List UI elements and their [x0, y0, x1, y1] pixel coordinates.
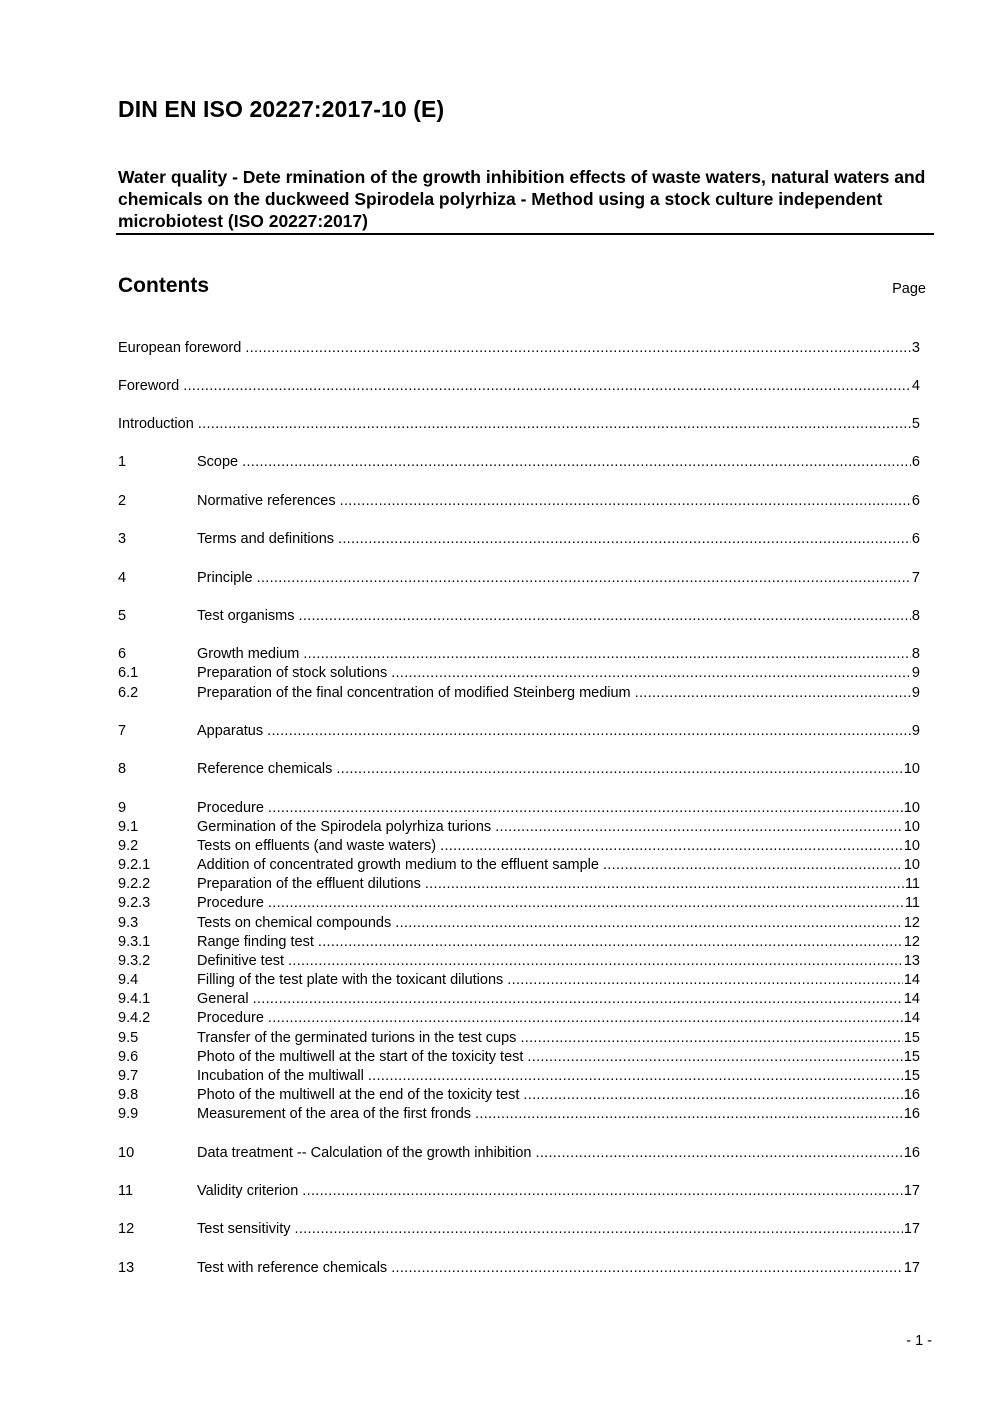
toc-page-number: 17: [903, 1260, 920, 1276]
toc-section-title: Measurement of the area of the first fronds: [197, 1106, 472, 1122]
toc-page-number: 8: [911, 608, 920, 624]
toc-section-title: Preparation of the final concentration of modified Steinberg medium: [197, 685, 631, 701]
toc-section-title: Apparatus: [197, 723, 264, 739]
toc-section-title: Procedure: [197, 895, 264, 911]
toc-section-number: 10: [118, 1145, 135, 1161]
toc-section-title: Photo of the multiwell at the start of the toxicity test: [197, 1049, 524, 1065]
toc-dot-leader: [425, 875, 904, 894]
toc-dot-leader: [294, 1220, 902, 1239]
toc-section-title: Terms and definitions: [197, 531, 335, 547]
toc-entry[interactable]: [118, 722, 920, 741]
toc-page-number: 3: [911, 340, 920, 356]
page-number: - 1 -: [906, 1333, 932, 1349]
toc-page-number: 4: [911, 378, 920, 394]
toc-section-title: European foreword: [118, 340, 242, 356]
toc-section-title: Test with reference chemicals: [197, 1260, 388, 1276]
toc-page-number: 15: [903, 1068, 920, 1084]
toc-page-number: 13: [903, 953, 920, 969]
toc-entry[interactable]: [118, 894, 920, 913]
toc-section-title: Range finding test: [197, 934, 314, 950]
toc-section-number: 9.2.3: [118, 895, 151, 911]
toc-page-number: 8: [911, 646, 920, 662]
toc-section-title: Transfer of the germinated turions in the test cups: [197, 1030, 517, 1046]
toc-page-number: 9: [911, 685, 920, 701]
toc-entry[interactable]: [118, 1259, 920, 1278]
toc-section-title: Addition of concentrated growth medium to the effluent sample: [197, 857, 599, 873]
toc-entry[interactable]: [118, 415, 920, 434]
toc-entry[interactable]: [118, 1067, 920, 1086]
toc-dot-leader: [635, 684, 911, 703]
toc-section-number: 12: [118, 1221, 135, 1237]
toc-dot-leader: [336, 760, 902, 779]
toc-dot-leader: [257, 569, 911, 588]
toc-section-number: 9.8: [118, 1087, 139, 1103]
toc-section-title: Scope: [197, 454, 239, 470]
toc-page-number: 9: [911, 723, 920, 739]
toc-entry[interactable]: [118, 1105, 920, 1124]
toc-entry[interactable]: [118, 818, 920, 837]
toc-section-title: Tests on effluents (and waste waters): [197, 838, 437, 854]
toc-dot-leader: [475, 1105, 903, 1124]
toc-section-number: 9.5: [118, 1030, 139, 1046]
toc-section-title: Principle: [197, 570, 253, 586]
toc-page-number: 14: [903, 991, 920, 1007]
toc-page-number: 11: [904, 895, 920, 911]
toc-page-number: 17: [903, 1221, 920, 1237]
toc-entry[interactable]: [118, 1144, 920, 1163]
toc-page-number: 17: [903, 1183, 920, 1199]
toc-entry[interactable]: [118, 914, 920, 933]
toc-entry[interactable]: [118, 971, 920, 990]
toc-dot-leader: [198, 415, 911, 434]
toc-dot-leader: [523, 1086, 902, 1105]
toc-entry[interactable]: [118, 607, 920, 626]
toc-page-number: 12: [903, 934, 920, 950]
toc-entry[interactable]: [118, 1220, 920, 1239]
toc-page-number: 14: [903, 1010, 920, 1026]
page-column-label: Page: [892, 281, 926, 297]
table-of-contents: [118, 0, 920, 1403]
toc-entry[interactable]: [118, 990, 920, 1009]
toc-dot-leader: [391, 664, 911, 683]
toc-page-number: 16: [903, 1106, 920, 1122]
toc-dot-leader: [395, 914, 903, 933]
toc-section-number: 9.4: [118, 972, 139, 988]
toc-section-number: 9.2: [118, 838, 139, 854]
contents-heading: Contents: [118, 274, 209, 297]
document-id: DIN EN ISO 20227:2017-10 (E): [118, 96, 445, 122]
toc-page-number: 10: [903, 857, 920, 873]
toc-dot-leader: [245, 339, 911, 358]
toc-page-number: 10: [903, 800, 920, 816]
toc-section-title: Germination of the Spirodela polyrhiza turions: [197, 819, 492, 835]
toc-page-number: 14: [903, 972, 920, 988]
toc-section-title: Test sensitivity: [197, 1221, 291, 1237]
toc-section-title: Incubation of the multiwall: [197, 1068, 364, 1084]
toc-page-number: 6: [911, 493, 920, 509]
toc-entry[interactable]: [118, 339, 920, 358]
toc-dot-leader: [603, 856, 903, 875]
toc-dot-leader: [340, 492, 911, 511]
toc-section-number: 9.3: [118, 915, 139, 931]
toc-entry[interactable]: [118, 1182, 920, 1201]
toc-entry[interactable]: [118, 799, 920, 818]
toc-entry[interactable]: [118, 856, 920, 875]
toc-dot-leader: [302, 1182, 903, 1201]
toc-section-title: Procedure: [197, 800, 264, 816]
toc-page-number: 16: [903, 1087, 920, 1103]
toc-dot-leader: [535, 1144, 902, 1163]
toc-section-number: 9.6: [118, 1049, 139, 1065]
toc-dot-leader: [253, 990, 903, 1009]
toc-section-number: 9.3.1: [118, 934, 151, 950]
toc-section-title: Tests on chemical compounds: [197, 915, 392, 931]
toc-page-number: 10: [903, 761, 920, 777]
toc-section-number: 9.4.2: [118, 1010, 151, 1026]
toc-page-number: 11: [904, 876, 920, 892]
toc-section-number: 1: [118, 454, 127, 470]
toc-section-number: 9.9: [118, 1106, 139, 1122]
toc-entry[interactable]: [118, 837, 920, 856]
toc-dot-leader: [318, 933, 903, 952]
toc-page-number: 7: [911, 570, 920, 586]
toc-page-number: 6: [911, 454, 920, 470]
toc-section-title: Preparation of the effluent dilutions: [197, 876, 421, 892]
toc-dot-leader: [183, 377, 911, 396]
toc-entry[interactable]: [118, 1029, 920, 1048]
toc-entry[interactable]: [118, 760, 920, 779]
toc-dot-leader: [391, 1259, 903, 1278]
toc-section-number: 4: [118, 570, 127, 586]
toc-section-number: 9.7: [118, 1068, 139, 1084]
toc-entry[interactable]: [118, 377, 920, 396]
toc-dot-leader: [507, 971, 903, 990]
toc-section-title: Introduction: [118, 416, 194, 432]
toc-section-number: 9.2.1: [118, 857, 151, 873]
toc-dot-leader: [520, 1029, 902, 1048]
toc-entry[interactable]: [118, 1048, 920, 1067]
toc-entry[interactable]: [118, 530, 920, 549]
toc-section-title: General: [197, 991, 249, 1007]
toc-dot-leader: [495, 818, 903, 837]
toc-section-number: 11: [118, 1183, 134, 1199]
toc-section-title: Preparation of stock solutions: [197, 665, 388, 681]
toc-section-title: Validity criterion: [197, 1183, 299, 1199]
toc-section-title: Growth medium: [197, 646, 300, 662]
toc-dot-leader: [527, 1048, 902, 1067]
toc-section-title: Normative references: [197, 493, 336, 509]
toc-entry[interactable]: [118, 952, 920, 971]
toc-entry[interactable]: [118, 1086, 920, 1105]
toc-dot-leader: [242, 453, 911, 472]
toc-section-number: 9.1: [118, 819, 139, 835]
toc-entry[interactable]: [118, 684, 920, 703]
toc-section-number: 2: [118, 493, 127, 509]
toc-section-title: Test organisms: [197, 608, 295, 624]
toc-page-number: 5: [911, 416, 920, 432]
toc-section-number: 9.4.1: [118, 991, 151, 1007]
toc-section-title: Foreword: [118, 378, 180, 394]
toc-dot-leader: [299, 607, 911, 626]
toc-section-title: Photo of the multiwell at the end of the toxicity test: [197, 1087, 520, 1103]
toc-section-number: 6: [118, 646, 127, 662]
toc-page-number: 16: [903, 1145, 920, 1161]
toc-section-title: Filling of the test plate with the toxicant dilutions: [197, 972, 504, 988]
toc-section-title: Data treatment -- Calculation of the growth inhibition: [197, 1145, 532, 1161]
toc-entry[interactable]: [118, 1009, 920, 1028]
toc-page-number: 6: [911, 531, 920, 547]
toc-section-number: 6.2: [118, 685, 139, 701]
toc-dot-leader: [268, 1009, 903, 1028]
toc-section-title: Definitive test: [197, 953, 285, 969]
toc-section-number: 7: [118, 723, 127, 739]
toc-page-number: 15: [903, 1030, 920, 1046]
toc-section-number: 8: [118, 761, 127, 777]
toc-entry[interactable]: [118, 933, 920, 952]
document-title: Water quality - Dete rmination of the growth inhibition effects of waste waters, natural waters and chemicals on the duckweed Spirodela polyrhiza - Method using a stock culture independent microbiotest (ISO 20227:2017): [118, 167, 926, 231]
toc-section-number: 13: [118, 1260, 135, 1276]
toc-section-title: Reference chemicals: [197, 761, 333, 777]
toc-entry[interactable]: [118, 492, 920, 511]
toc-section-number: 5: [118, 608, 127, 624]
toc-page-number: 9: [911, 665, 920, 681]
toc-dot-leader: [303, 645, 911, 664]
toc-dot-leader: [338, 530, 911, 549]
toc-dot-leader: [268, 894, 904, 913]
toc-entry[interactable]: [118, 645, 920, 664]
toc-dot-leader: [268, 799, 903, 818]
toc-page-number: 12: [903, 915, 920, 931]
toc-entry[interactable]: [118, 664, 920, 683]
toc-dot-leader: [368, 1067, 903, 1086]
toc-section-number: 3: [118, 531, 127, 547]
toc-section-title: Procedure: [197, 1010, 264, 1026]
toc-section-number: 9: [118, 800, 127, 816]
toc-section-number: 9.3.2: [118, 953, 151, 969]
toc-section-number: 9.2.2: [118, 876, 151, 892]
toc-entry[interactable]: [118, 569, 920, 588]
toc-page-number: 15: [903, 1049, 920, 1065]
toc-page-number: 10: [903, 819, 920, 835]
toc-dot-leader: [440, 837, 903, 856]
toc-page-number: 10: [903, 838, 920, 854]
toc-entry[interactable]: [118, 875, 920, 894]
toc-dot-leader: [288, 952, 903, 971]
toc-section-number: 6.1: [118, 665, 139, 681]
toc-entry[interactable]: [118, 453, 920, 472]
toc-dot-leader: [267, 722, 911, 741]
